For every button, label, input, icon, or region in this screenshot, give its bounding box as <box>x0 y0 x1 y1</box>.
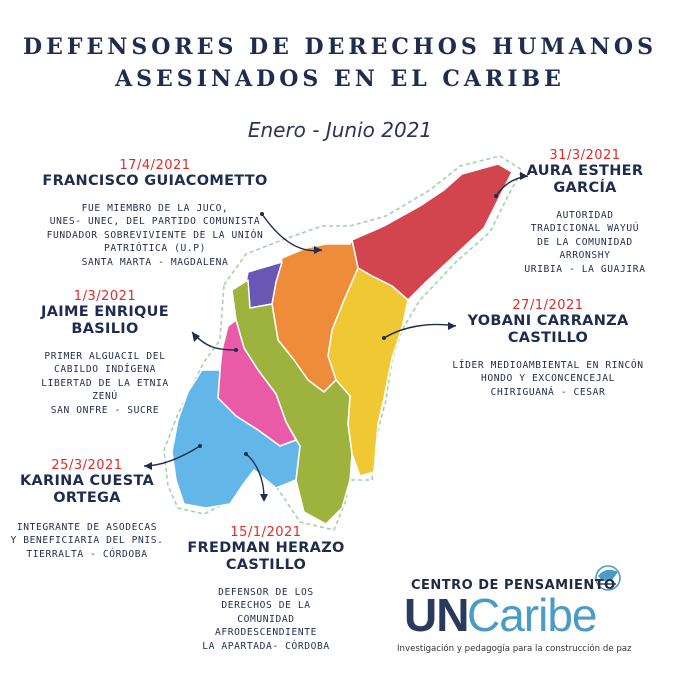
logo-tagline: Investigación y pedagogía para la construcción de paz <box>397 644 632 654</box>
entry-date: 25/3/2021 <box>51 458 123 473</box>
logo-caribe: Caribe <box>467 589 597 641</box>
entry-name: JAIME ENRIQUE BASILIO <box>41 304 169 337</box>
entry-date: 15/1/2021 <box>230 525 302 540</box>
subtitle: Enero - Junio 2021 <box>247 118 433 142</box>
title-line-1: DEFENSORES DE DERECHOS HUMANOS <box>23 34 657 60</box>
arrow-dot <box>382 336 386 340</box>
entry-fredman <box>176 525 356 653</box>
entry-name: FRANCISCO GUIACOMETTO <box>42 173 268 189</box>
entry-karina <box>0 458 174 561</box>
arrowhead <box>260 494 268 502</box>
entry-description: PRIMER ALGUACIL DEL CABILDO INDÍGENA LIBERTAD DE LA ETNIA ZENÚ SAN ONFRE - SUCRE <box>41 351 169 416</box>
entry-name: FREDMAN HERAZO CASTILLO <box>187 540 345 573</box>
arrow-dot <box>198 444 202 448</box>
logo-top-text: CENTRO DE PENSAMIENTO <box>411 578 616 593</box>
arrow-dot <box>244 452 248 456</box>
arrowhead <box>192 332 200 342</box>
title-line-2: ASESINADOS EN EL CARIBE <box>115 66 565 92</box>
entry-francisco <box>30 158 280 269</box>
entry-jaime <box>20 289 190 417</box>
entry-description: LÍDER MEDIOAMBIENTAL EN RINCÓN HONDO Y EXCONCENCEJAL CHIRIGUANÁ - CESAR <box>452 360 644 398</box>
entry-description: INTEGRANTE DE ASODECAS Y BENEFICIARIA DEL PNIS. TIERRALTA - CÓRDOBA <box>10 522 164 560</box>
arrow-dot <box>234 348 238 352</box>
entry-description: AUTORIDAD TRADICIONAL WAYUÚ DE LA COMUNIDAD ARRONSHY URIBIA - LA GUAJIRA <box>524 210 646 275</box>
entry-description: DEFENSOR DE LOS DERECHOS DE LA COMUNIDAD AFRODESCENDIENTE LA APARTADA- CÓRDOBA <box>202 587 330 652</box>
entry-aura <box>510 148 660 276</box>
entry-date: 27/1/2021 <box>512 298 584 313</box>
entry-description: FUE MIEMBRO DE LA JUCO, UNES- UNEC, DEL PARTIDO COMUNISTA FUNDADOR SOBREVIVIENTE DE LA UNIÓN PATRIÓTICA (U.P) SANTA MARTA - MAGDALENA <box>46 203 264 268</box>
arrow-dot <box>494 194 498 198</box>
entry-date: 31/3/2021 <box>549 148 621 163</box>
entry-name: AURA ESTHER GARCÍA <box>526 163 644 196</box>
entry-date: 17/4/2021 <box>119 158 191 173</box>
entry-name: YOBANI CARRANZA CASTILLO <box>467 313 629 346</box>
entry-yobani <box>448 298 648 399</box>
entry-name: KARINA CUESTA ORTEGA <box>19 473 155 506</box>
logo-un: UN <box>404 589 469 641</box>
entry-date: 1/3/2021 <box>73 289 137 304</box>
